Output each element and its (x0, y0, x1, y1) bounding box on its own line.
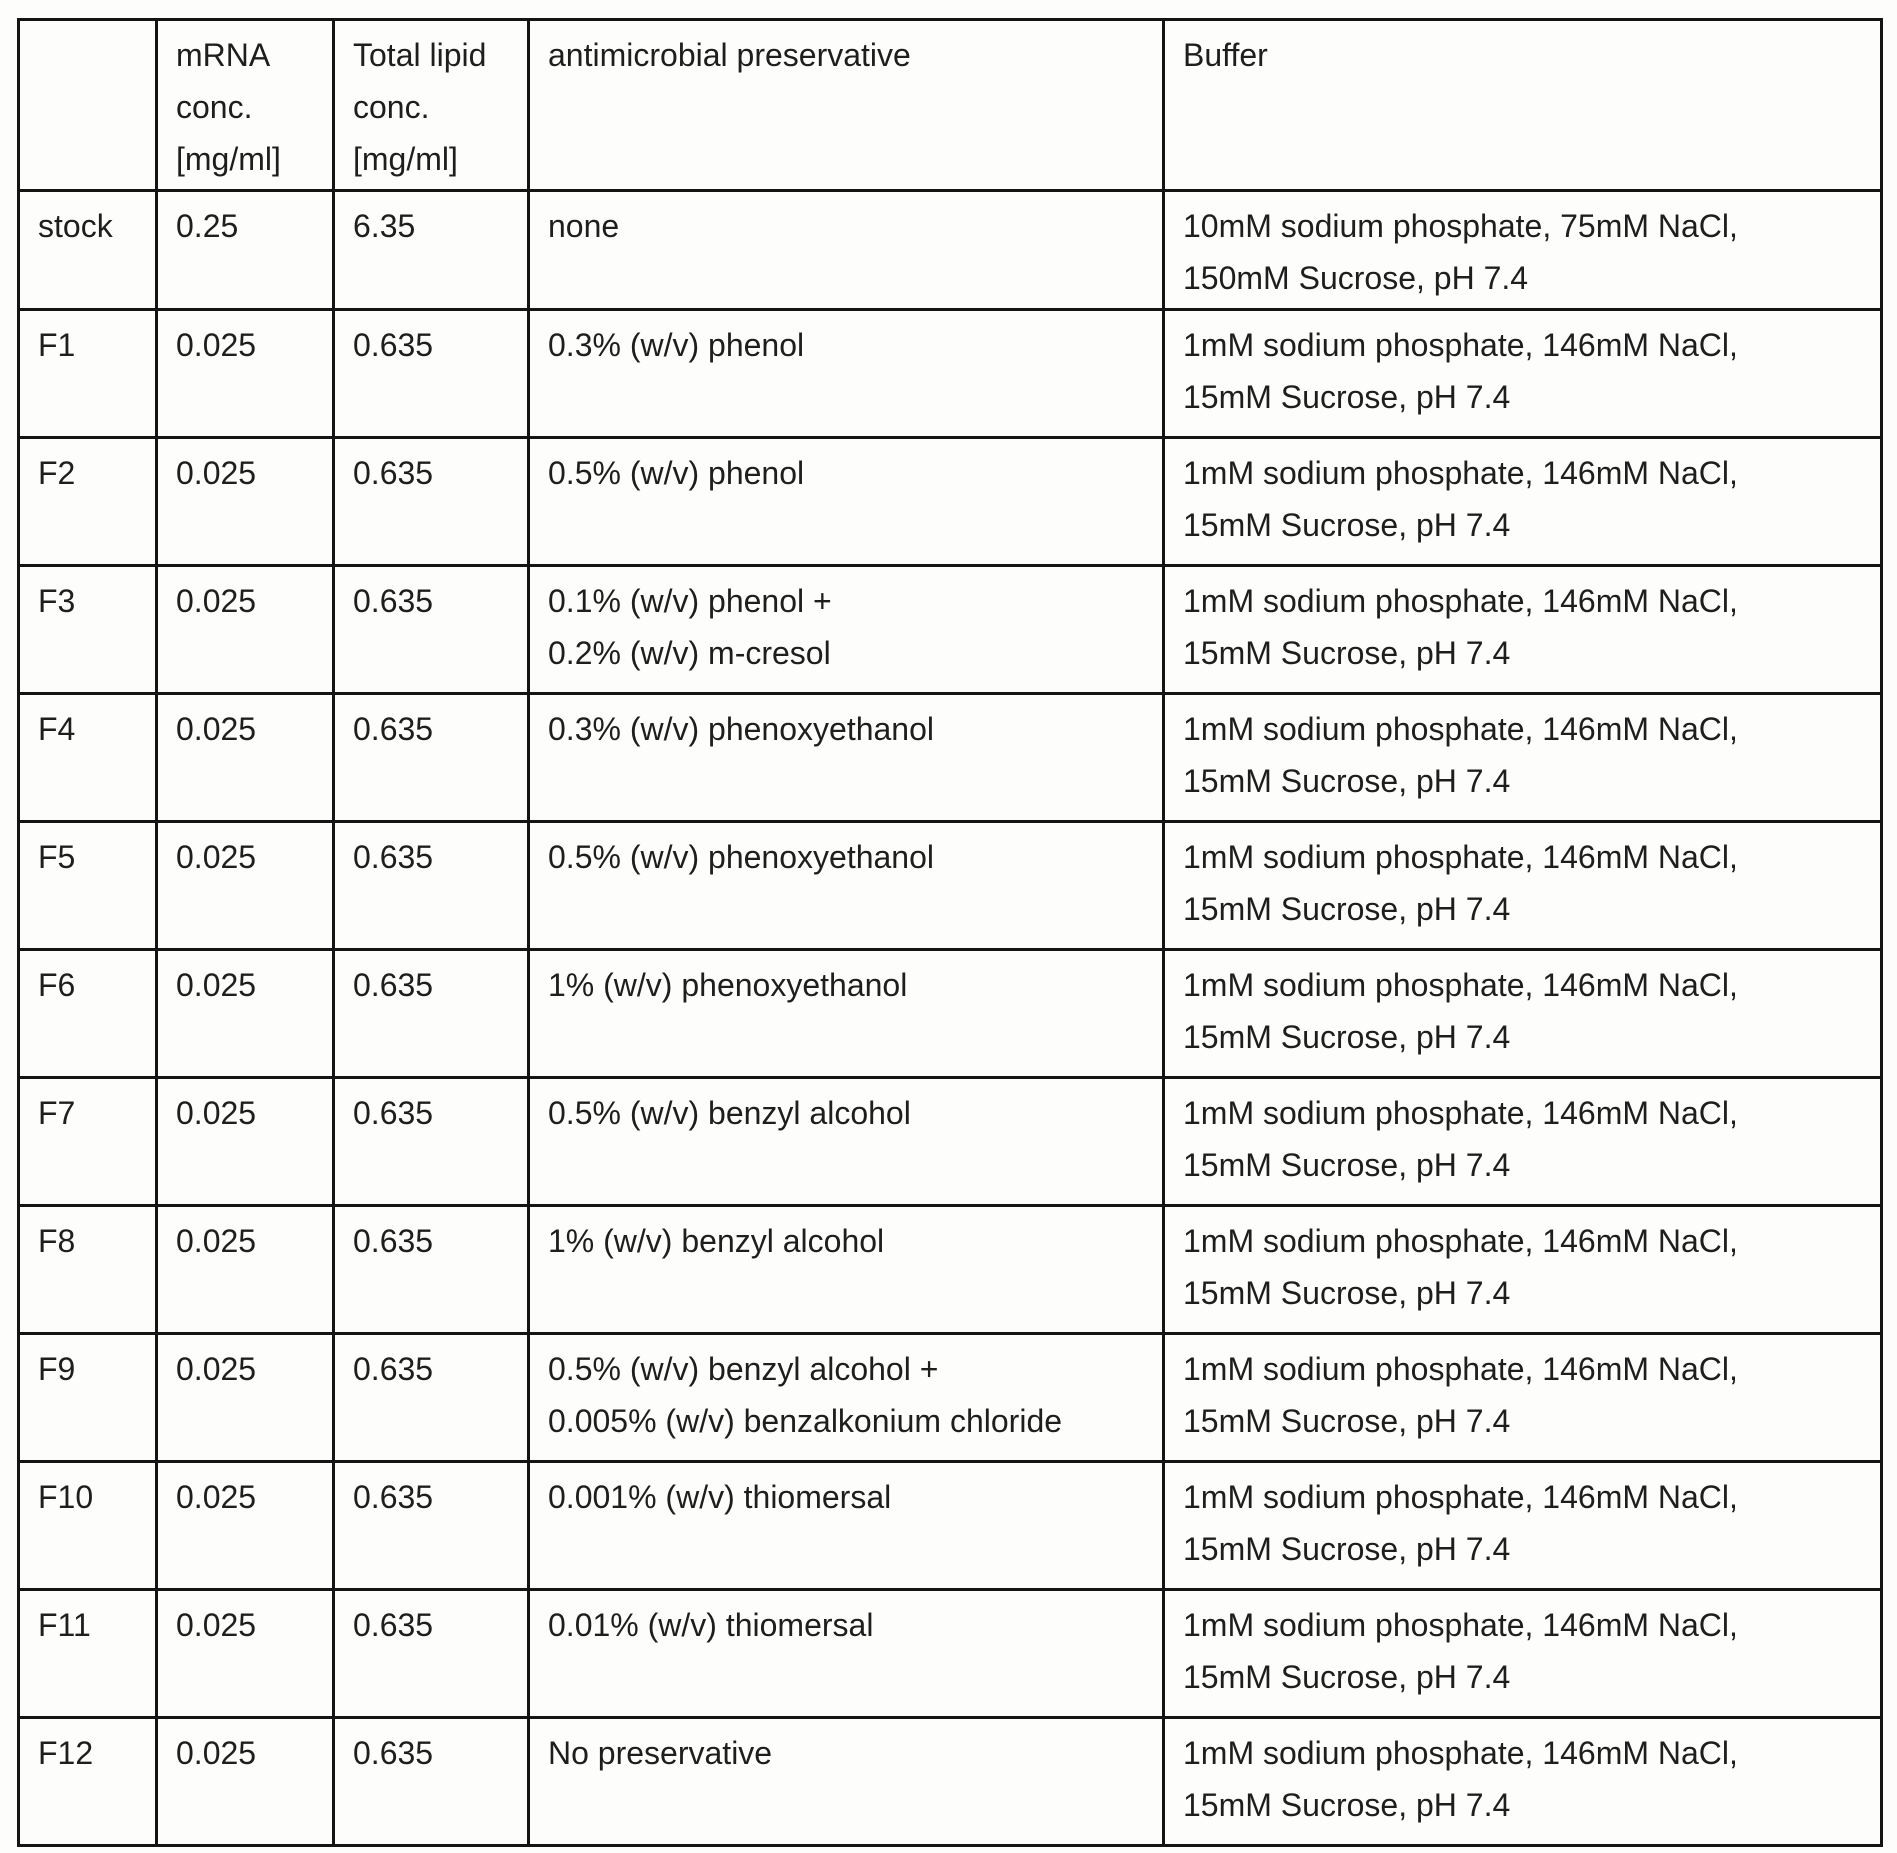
cell-line: 1mM sodium phosphate, 146mM NaCl, (1183, 455, 1738, 491)
cell-line: 1mM sodium phosphate, 146mM NaCl, (1183, 327, 1738, 363)
header-line: antimicrobial preservative (548, 37, 911, 73)
cell-line: 0.635 (353, 583, 434, 619)
cell-line: 15mM Sucrose, pH 7.4 (1183, 1019, 1511, 1055)
cell-line: 0.635 (353, 1607, 434, 1643)
cell-line: 0.001% (w/v) thiomersal (548, 1479, 892, 1515)
cell-line: 1mM sodium phosphate, 146mM NaCl, (1183, 1479, 1738, 1515)
cell-line: 1% (w/v) phenoxyethanol (548, 967, 908, 1003)
cell-preservative (529, 191, 1164, 310)
cell-line: F4 (38, 711, 76, 747)
cell-id (19, 1590, 157, 1718)
cell-line: No preservative (548, 1735, 773, 1771)
cell-mrna (157, 1718, 334, 1846)
cell-mrna (157, 1462, 334, 1590)
cell-id (19, 310, 157, 438)
header-cell-lipid-conc (334, 20, 529, 191)
table-row (19, 1078, 1882, 1206)
cell-lipid (334, 310, 529, 438)
cell-line: F1 (38, 327, 76, 363)
table-row (19, 1718, 1882, 1846)
cell-mrna (157, 1078, 334, 1206)
cell-buffer (1164, 1718, 1882, 1846)
cell-line: F12 (38, 1735, 94, 1771)
cell-lipid (334, 822, 529, 950)
cell-buffer (1164, 822, 1882, 950)
cell-preservative (529, 1718, 1164, 1846)
cell-buffer (1164, 1334, 1882, 1462)
cell-line: 0.635 (353, 455, 434, 491)
cell-buffer (1164, 694, 1882, 822)
cell-id (19, 694, 157, 822)
cell-mrna (157, 1590, 334, 1718)
cell-line: 1mM sodium phosphate, 146mM NaCl, (1183, 1607, 1738, 1643)
cell-buffer (1164, 438, 1882, 566)
cell-id (19, 822, 157, 950)
cell-line: 0.025 (176, 1223, 257, 1259)
cell-preservative (529, 950, 1164, 1078)
cell-buffer (1164, 950, 1882, 1078)
cell-line: 0.635 (353, 1095, 434, 1131)
cell-mrna (157, 191, 334, 310)
cell-line: 1mM sodium phosphate, 146mM NaCl, (1183, 839, 1738, 875)
table-row (19, 694, 1882, 822)
cell-mrna (157, 950, 334, 1078)
cell-mrna (157, 566, 334, 694)
header-line: conc. (176, 89, 253, 125)
cell-line: 15mM Sucrose, pH 7.4 (1183, 379, 1511, 415)
cell-line: 15mM Sucrose, pH 7.4 (1183, 763, 1511, 799)
cell-preservative (529, 694, 1164, 822)
cell-id (19, 1718, 157, 1846)
header-line: [mg/ml] (353, 141, 458, 177)
cell-line: 0.2% (w/v) m-cresol (548, 635, 831, 671)
cell-buffer (1164, 191, 1882, 310)
cell-line: 0.5% (w/v) phenol (548, 455, 805, 491)
cell-line: 15mM Sucrose, pH 7.4 (1183, 1787, 1511, 1823)
cell-line: 15mM Sucrose, pH 7.4 (1183, 1147, 1511, 1183)
cell-line: 0.5% (w/v) benzyl alcohol (548, 1095, 911, 1131)
cell-line: 1mM sodium phosphate, 146mM NaCl, (1183, 967, 1738, 1003)
cell-lipid (334, 1078, 529, 1206)
cell-line: F7 (38, 1095, 76, 1131)
cell-line: F2 (38, 455, 76, 491)
cell-line: 0.01% (w/v) thiomersal (548, 1607, 874, 1643)
cell-lipid (334, 566, 529, 694)
cell-id (19, 438, 157, 566)
cell-line: 15mM Sucrose, pH 7.4 (1183, 1659, 1511, 1695)
table-row (19, 310, 1882, 438)
cell-id (19, 191, 157, 310)
table-row (19, 1590, 1882, 1718)
cell-mrna (157, 1206, 334, 1334)
header-cell-mrna-conc (157, 20, 334, 191)
cell-line: 0.025 (176, 711, 257, 747)
cell-line: 0.635 (353, 1351, 434, 1387)
cell-line: 1mM sodium phosphate, 146mM NaCl, (1183, 1735, 1738, 1771)
cell-line: 0.635 (353, 1223, 434, 1259)
cell-line: 0.025 (176, 839, 257, 875)
cell-line: 0.025 (176, 1607, 257, 1643)
table-row (19, 1206, 1882, 1334)
cell-line: 0.005% (w/v) benzalkonium chloride (548, 1403, 1063, 1439)
cell-line: 15mM Sucrose, pH 7.4 (1183, 1531, 1511, 1567)
header-line: Buffer (1183, 37, 1268, 73)
cell-id (19, 1334, 157, 1462)
cell-line: F3 (38, 583, 76, 619)
cell-buffer (1164, 1590, 1882, 1718)
cell-lipid (334, 1206, 529, 1334)
cell-lipid (334, 191, 529, 310)
header-line: [mg/ml] (176, 141, 281, 177)
cell-id (19, 1206, 157, 1334)
cell-buffer (1164, 1078, 1882, 1206)
cell-mrna (157, 822, 334, 950)
cell-line: 0.025 (176, 327, 257, 363)
cell-line: 0.25 (176, 208, 239, 244)
cell-line: 0.635 (353, 327, 434, 363)
cell-preservative (529, 1334, 1164, 1462)
table-row (19, 1334, 1882, 1462)
table-row (19, 191, 1882, 310)
table-row (19, 1462, 1882, 1590)
cell-line: 15mM Sucrose, pH 7.4 (1183, 507, 1511, 543)
cell-line: 1mM sodium phosphate, 146mM NaCl, (1183, 1351, 1738, 1387)
cell-preservative (529, 1206, 1164, 1334)
cell-preservative (529, 1078, 1164, 1206)
formulation-table (17, 18, 1883, 1847)
cell-buffer (1164, 1206, 1882, 1334)
cell-line: 0.635 (353, 1735, 434, 1771)
cell-line: 1mM sodium phosphate, 146mM NaCl, (1183, 583, 1738, 619)
cell-mrna (157, 438, 334, 566)
table-row (19, 950, 1882, 1078)
cell-line: 0.025 (176, 455, 257, 491)
cell-lipid (334, 1462, 529, 1590)
table-row (19, 566, 1882, 694)
cell-preservative (529, 438, 1164, 566)
cell-line: 0.635 (353, 1479, 434, 1515)
cell-preservative (529, 822, 1164, 950)
cell-line: none (548, 208, 620, 244)
cell-line: 0.635 (353, 839, 434, 875)
table-row (19, 438, 1882, 566)
cell-line: 10mM sodium phosphate, 75mM NaCl, (1183, 208, 1738, 244)
header-cell-buffer (1164, 20, 1882, 191)
table-body (19, 191, 1882, 1846)
header-cell-corner (19, 20, 157, 191)
cell-line: 15mM Sucrose, pH 7.4 (1183, 1403, 1511, 1439)
cell-id (19, 566, 157, 694)
cell-preservative (529, 310, 1164, 438)
cell-line: 0.3% (w/v) phenoxyethanol (548, 711, 934, 747)
cell-preservative (529, 566, 1164, 694)
cell-line: 0.025 (176, 1351, 257, 1387)
cell-mrna (157, 1334, 334, 1462)
cell-preservative (529, 1590, 1164, 1718)
cell-mrna (157, 310, 334, 438)
header-row (19, 20, 1882, 191)
cell-buffer (1164, 1462, 1882, 1590)
cell-preservative (529, 1462, 1164, 1590)
cell-line: 1% (w/v) benzyl alcohol (548, 1223, 885, 1259)
cell-buffer (1164, 310, 1882, 438)
cell-line: 0.025 (176, 1479, 257, 1515)
cell-line: 1mM sodium phosphate, 146mM NaCl, (1183, 1095, 1738, 1131)
cell-line: F11 (38, 1607, 91, 1643)
cell-line: 0.025 (176, 1735, 257, 1771)
cell-lipid (334, 694, 529, 822)
header-line: conc. (353, 89, 430, 125)
cell-line: 1mM sodium phosphate, 146mM NaCl, (1183, 1223, 1738, 1259)
cell-line: stock (38, 208, 113, 244)
cell-line: 15mM Sucrose, pH 7.4 (1183, 891, 1511, 927)
cell-line: 0.5% (w/v) benzyl alcohol + (548, 1351, 939, 1387)
cell-line: 150mM Sucrose, pH 7.4 (1183, 260, 1529, 296)
cell-buffer (1164, 566, 1882, 694)
cell-line: 0.5% (w/v) phenoxyethanol (548, 839, 934, 875)
cell-id (19, 1078, 157, 1206)
table-row (19, 822, 1882, 950)
cell-line: F9 (38, 1351, 76, 1387)
cell-line: 0.025 (176, 967, 257, 1003)
cell-line: 0.025 (176, 583, 257, 619)
cell-line: 0.635 (353, 967, 434, 1003)
cell-line: 6.35 (353, 208, 416, 244)
cell-lipid (334, 438, 529, 566)
cell-line: 0.025 (176, 1095, 257, 1131)
cell-lipid (334, 1590, 529, 1718)
cell-lipid (334, 1334, 529, 1462)
cell-lipid (334, 1718, 529, 1846)
cell-line: 15mM Sucrose, pH 7.4 (1183, 1275, 1511, 1311)
cell-id (19, 1462, 157, 1590)
cell-line: F6 (38, 967, 76, 1003)
header-cell-preservative (529, 20, 1164, 191)
cell-mrna (157, 694, 334, 822)
cell-line: 1mM sodium phosphate, 146mM NaCl, (1183, 711, 1738, 747)
cell-line: F8 (38, 1223, 76, 1259)
cell-line: F10 (38, 1479, 94, 1515)
header-line: Total lipid (353, 37, 487, 73)
cell-id (19, 950, 157, 1078)
cell-line: 0.635 (353, 711, 434, 747)
cell-lipid (334, 950, 529, 1078)
cell-line: 0.3% (w/v) phenol (548, 327, 805, 363)
header-line: mRNA (176, 37, 271, 73)
cell-line: 0.1% (w/v) phenol + (548, 583, 832, 619)
cell-line: 15mM Sucrose, pH 7.4 (1183, 635, 1511, 671)
cell-line: F5 (38, 839, 76, 875)
